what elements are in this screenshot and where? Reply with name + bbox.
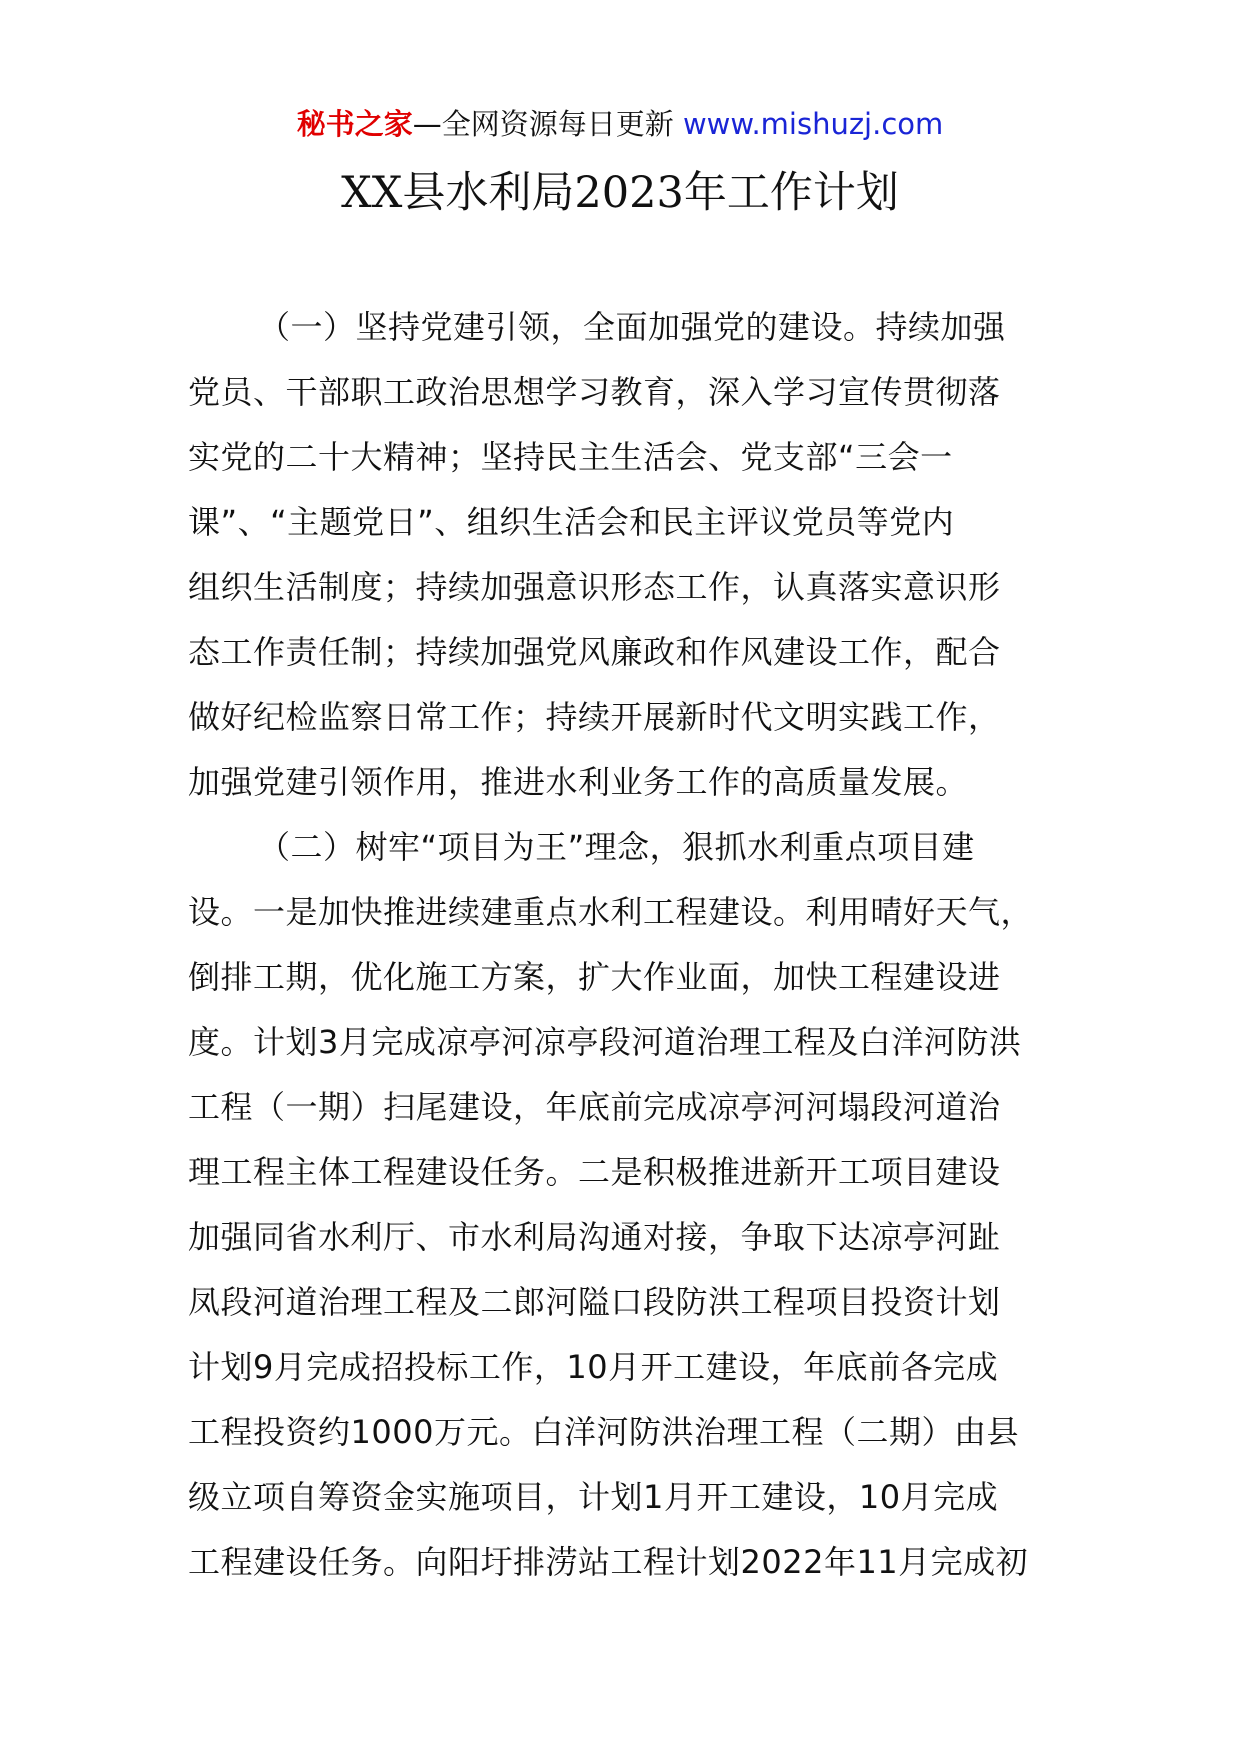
paragraph-line: 计划9月完成招投标工作，10月开工建设，年底前各完成 — [188, 1348, 999, 1386]
paragraph-line: 度。计划3月完成凉亭河凉亭段河道治理工程及白洋河防洪 — [188, 1023, 1022, 1061]
brand-tagline: —全网资源每日更新 — [412, 107, 674, 141]
paragraph-line: 组织生活制度；持续加强意识形态工作，认真落实意识形 — [188, 568, 1001, 606]
brand-name: 秘书之家 — [296, 107, 413, 141]
paragraph-line: 设。一是加快推进续建重点水利工程建设。利用晴好天气， — [188, 893, 1034, 931]
paragraph-line: 工程建设任务。向阳圩排涝站工程计划2022年11月完成初 — [188, 1543, 1029, 1581]
paragraph-line: （二）树牢“项目为王”理念，狠抓水利重点项目建 — [258, 828, 975, 866]
paragraph-line: 党员、干部职工政治思想学习教育，深入学习宣传贯彻落 — [188, 373, 1001, 411]
paragraph-line: 理工程主体工程建设任务。二是积极推进新开工项目建设 — [188, 1153, 1001, 1191]
watermark-banner — [0, 104, 1240, 144]
paragraph-line: 实党的二十大精神；坚持民主生活会、党支部“三会一 — [188, 438, 953, 476]
paragraph-line: 倒排工期，优化施工方案，扩大作业面，加快工程建设进 — [188, 958, 1001, 996]
document-body — [188, 295, 1088, 1595]
paragraph-line: （一）坚持党建引领，全面加强党的建设。持续加强 — [258, 308, 1006, 346]
paragraph-line: 凤段河道治理工程及二郎河隘口段防洪工程项目投资计划 — [188, 1283, 1001, 1321]
paragraph-line: 态工作责任制；持续加强党风廉政和作风建设工作，配合 — [188, 633, 1001, 671]
paragraph-line: 做好纪检监察日常工作；持续开展新时代文明实践工作， — [188, 698, 1001, 736]
paragraph-line: 加强同省水利厅、市水利局沟通对接，争取下达凉亭河趾 — [188, 1218, 1001, 1256]
paragraph-line: 加强党建引领作用，推进水利业务工作的高质量发展。 — [188, 763, 969, 801]
paragraph-line: 工程（一期）扫尾建设，年底前完成凉亭河河塌段河道治 — [188, 1088, 1001, 1126]
brand-url-link[interactable]: www.mishuzj.com — [682, 107, 944, 141]
document-title: XX县水利局2023年工作计划 — [341, 168, 899, 218]
paragraph-line: 级立项自筹资金实施项目，计划1月开工建设，10月完成 — [188, 1478, 999, 1516]
paragraph-line: 工程投资约1000万元。白洋河防洪治理工程（二期）由县 — [188, 1413, 1019, 1451]
paragraph-line: 课”、“主题党日”、组织生活会和民主评议党员等党内 — [188, 503, 955, 541]
